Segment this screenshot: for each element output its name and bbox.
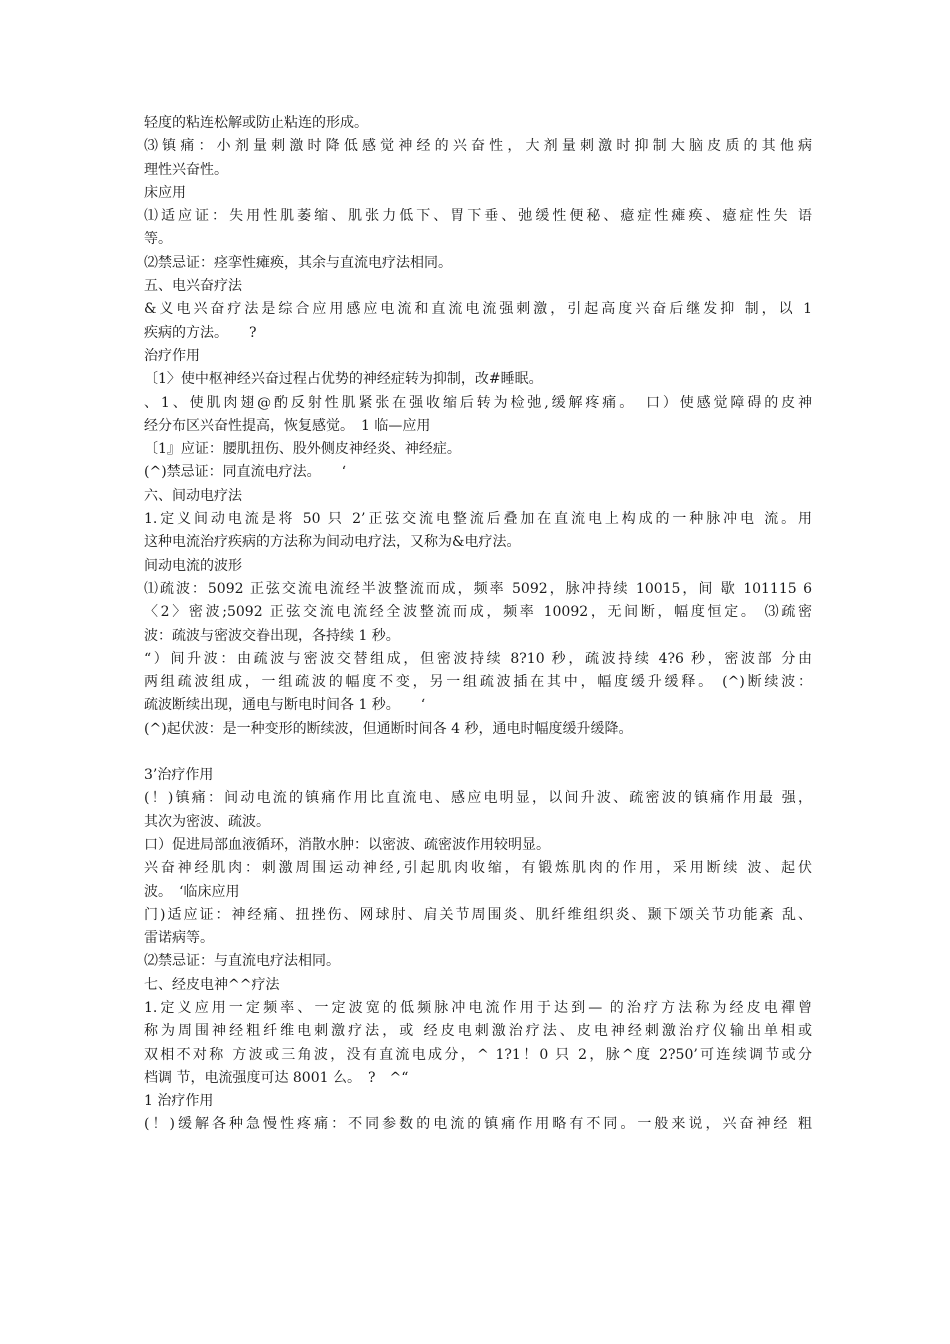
- text-line: 档调 节，电流强度可达 8001 么。 ? ^“: [144, 1069, 409, 1086]
- blank-line: [144, 741, 812, 764]
- text-line: 兴奋神经肌肉：刺激周围运动神经,引起肌肉收缩，有锻炼肌肉的作用，采用断续 波、起伏: [144, 860, 812, 877]
- document-page: [144, 112, 812, 1137]
- text-line: 其次为密波、疏波。: [144, 813, 270, 830]
- text-line: (！)缓解各种急慢性疼痛：不同参数的电流的镇痛作用略有不同。一般来说，兴奋神经 粗: [144, 1116, 812, 1133]
- text-line: ⑵禁忌证：与直流电疗法相同。: [144, 953, 340, 970]
- text-line: 1.定义应用一定频率、一定波宽的低频脉冲电流作用于达到— 的治疗方法称为经皮电禪曾: [144, 999, 812, 1016]
- text-line: 轻度的粘连松解或防止粘连的形成。: [144, 115, 368, 131]
- section-heading: 1 治疗作用: [144, 1093, 214, 1110]
- text-line: 经分布区兴奋性提高，恢复感觉。 1 临—应用: [144, 417, 431, 434]
- section-heading: 3’治疗作用: [144, 767, 214, 784]
- text-line: 波：疏波与密波交眷出现，各持续 1 秒。: [144, 627, 400, 644]
- section-heading: 床应用: [144, 184, 186, 201]
- text-line: ⑴疏波：5092 正弦交流电流经半波整流而成，频率 5092，脉冲持续 10015，间 歇 101115 6: [144, 580, 812, 597]
- text-line: 双相不对称 方波或三角波，没有直流电成分，^ 1?1！0 只 2，脉^度 2?50’可连续调节或分: [144, 1046, 812, 1063]
- text-line: 这种电流治疗疾病的方法称为间动电疗法，又称为&电疗法。: [144, 534, 521, 551]
- text-line: ⑴适应证：失用性肌萎缩、肌张力低下、胃下垂、弛缓性便秘、癔症性瘫痪、癔症性失 语: [144, 208, 812, 225]
- text-line: 口）促进局部血液循环，消散水肿：以密波、疏密波作用较明显。: [144, 836, 550, 853]
- text-line: 雷诺病等。: [144, 930, 214, 947]
- text-line: ⑶镇痛：小剂量刺激时降低感觉神经的兴奋性，大剂量刺激时抑制大脑皮质的其他病: [144, 138, 812, 155]
- section-heading: 五、电兴奋疗法: [144, 278, 242, 295]
- text-line: 疾病的方法。 ?: [144, 324, 257, 341]
- section-heading: 七、经皮电神^^疗法: [144, 976, 280, 993]
- text-line: 、1、使肌肉翅@酌反射性肌紧张在强收缩后转为检弛,缓解疼痛。 口）使感觉障碍的皮神: [144, 394, 812, 411]
- text-line: 门)适应证：神经痛、扭挫伤、网球肘、肩关节周围炎、肌纤维组织炎、颞下颂关节功能紊 乱、: [144, 906, 812, 923]
- text-line: 〈2〉密波;5092 正弦交流电流经全波整流而成，频率 10092，无间断，幅度恒定。 ⑶疏密: [144, 604, 812, 621]
- text-line: 疏波断续出现，通电与断电时间各 1 秒。 ‘: [144, 697, 426, 714]
- text-line: 两组疏波组成，一组疏波的幅度不变，另一组疏波插在其中，幅度缓升缓释。 (^)断续波：: [144, 674, 812, 691]
- text-line: 理性兴奋性。: [144, 161, 228, 178]
- section-heading: 治疗作用: [144, 347, 200, 364]
- text-line: (^)起伏波：是一种变形的断续波，但通断时间各 4 秒，通电时幅度缓升缓降。: [144, 720, 633, 737]
- section-heading: 六、间动电疗法: [144, 487, 242, 504]
- text-line: 称为周围神经粗纤维电刺激疗法，或 经皮电刺激治疗法、皮电神经刺激治疗仪输出单相或: [144, 1023, 812, 1040]
- section-heading: 间动电流的波形: [144, 557, 242, 574]
- text-line: “）间升波：由疏波与密波交替组成，但密波持续 8?10 秒，疏波持续 4?6 秒，密波部 分由: [144, 650, 812, 667]
- text-line: ⑵禁忌证：痉挛性瘫痪，其余与直流电疗法相同。: [144, 254, 452, 271]
- text-line: 〔1〉使中枢神经兴奋过程占优势的神经症转为抑制，改#睡眠。: [144, 371, 543, 388]
- text-line: 1.定义间动电流是将 50 只 2’正弦交流电整流后叠加在直流电上构成的一种脉冲电 流。用: [144, 511, 812, 528]
- text-line: 〔1』应证：腰肌扭伤、股外侧皮神经炎、神经症。: [144, 441, 461, 458]
- text-line: &义电兴奋疗法是综合应用感应电流和直流电流强刺激，引起高度兴奋后继发抑 制，以 1: [144, 301, 812, 318]
- text-line: 等。: [144, 231, 172, 248]
- text-line: (^)禁忌证：同直流电疗法。 ‘: [144, 464, 347, 481]
- text-line: (！)镇痛：间动电流的镇痛作用比直流电、感应电明显，以间升波、疏密波的镇痛作用最 强，: [144, 790, 812, 807]
- text-line: 波。 ‘临床应用: [144, 883, 240, 900]
